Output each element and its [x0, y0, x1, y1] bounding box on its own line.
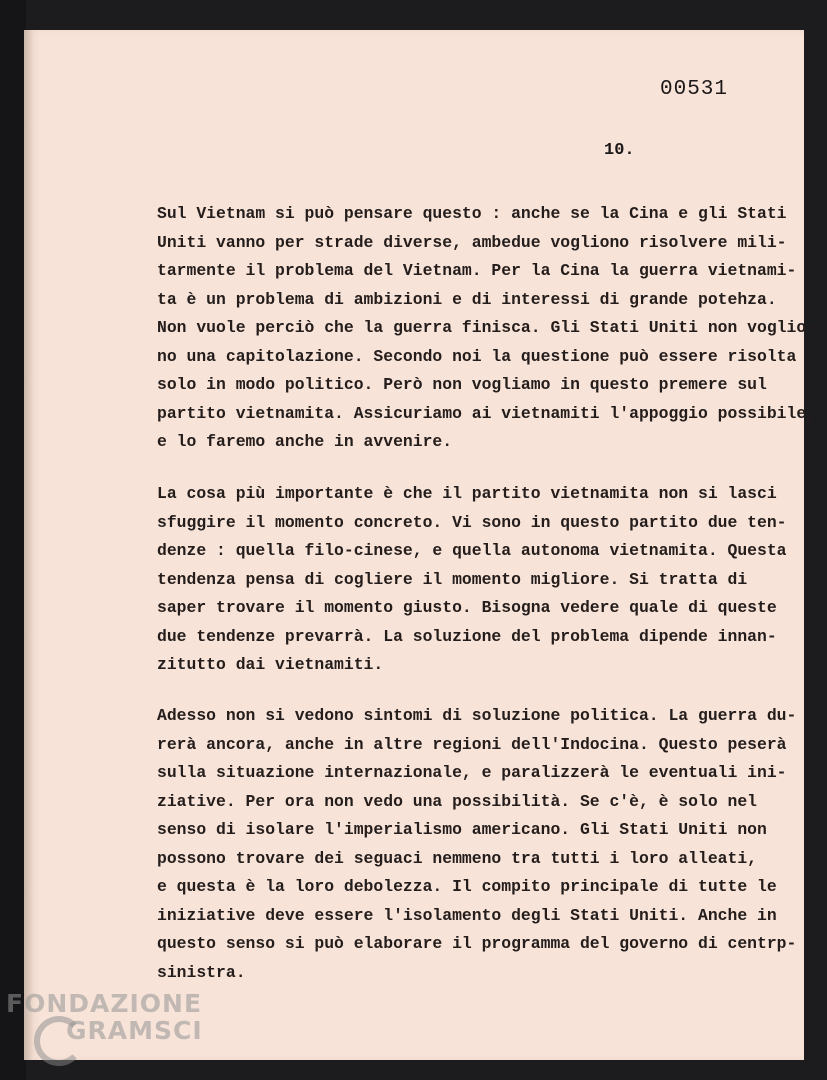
watermark-line-1: FONDAZIONE — [6, 989, 203, 1018]
text-line: sulla situazione internazionale, e paralizzerà le eventuali ini- — [157, 763, 787, 782]
text-line: e lo faremo anche in avvenire. — [157, 432, 453, 451]
scanner-frame — [0, 0, 26, 1080]
text-line: Non vuole perciò che la guerra finisca. Gli Stati Uniti non voglio- — [157, 318, 817, 337]
text-line: tarmente il problema del Vietnam. Per la Cina la guerra vietnami- — [157, 261, 797, 280]
text-line: ziative. Per ora non vedo una possibilità. Se c'è, è solo nel — [157, 791, 757, 811]
text-line: no una capitolazione. Secondo noi la questione può essere risolta — [157, 346, 797, 366]
page-number: 10. — [604, 141, 635, 160]
text-line: tendenza pensa di cogliere il momento migliore. Si tratta di — [157, 569, 748, 589]
text-line: senso di isolare l'imperialismo americano. Gli Stati Uniti non — [157, 820, 767, 839]
text-line: solo in modo politico. Però non vogliamo in questo premere sul — [157, 375, 767, 394]
text-line: Sul Vietnam si può pensare questo : anche se la Cina e gli Stati — [157, 204, 787, 223]
text-line: Uniti vanno per strade diverse, ambedue vogliono risolvere mili- — [157, 232, 787, 252]
text-line: ta è un problema di ambizioni e di interessi di grande potehza. — [157, 289, 777, 309]
text-line: iniziative deve essere l'isolamento degli Stati Uniti. Anche in — [157, 905, 777, 925]
watermark — [6, 990, 203, 1044]
text-line: partito vietnamita. Assicuriamo ai vietnamiti l'appoggio possibile, — [157, 403, 817, 423]
paragraph-1 — [157, 200, 817, 457]
text-line: possono trovare dei seguaci nemmeno tra tutti i loro alleati, — [157, 848, 757, 868]
text-line: e questa è la loro debolezza. Il compito principale di tutte le — [157, 877, 777, 896]
document-number: 00531 — [660, 78, 729, 101]
text-line: saper trovare il momento giusto. Bisogna vedere quale di queste — [157, 598, 777, 617]
text-line: due tendenze prevarrà. La soluzione del problema dipende innan- — [157, 626, 777, 646]
page-shadow-edge — [24, 30, 34, 1060]
text-line: denze : quella filo-cinese, e quella autonoma vietnamita. Questa — [157, 541, 787, 560]
text-line: La cosa più importante è che il partito vietnamita non si lasci — [157, 484, 777, 503]
text-line: sinistra. — [157, 962, 246, 982]
text-line: sfuggire il momento concreto. Vi sono in questo partito due ten- — [157, 512, 787, 532]
watermark-line-2: GRAMSCI — [66, 1016, 203, 1045]
text-line: rerà ancora, anche in altre regioni dell'Indocina. Questo peserà — [157, 734, 787, 754]
paragraph-3 — [157, 702, 797, 987]
text-line: zitutto dai vietnamiti. — [157, 655, 384, 674]
text-line: Adesso non si vedono sintomi di soluzione politica. La guerra du- — [157, 706, 797, 725]
text-line: questo senso si può elaborare il programma del governo di centrp- — [157, 934, 797, 953]
paragraph-2 — [157, 480, 797, 680]
